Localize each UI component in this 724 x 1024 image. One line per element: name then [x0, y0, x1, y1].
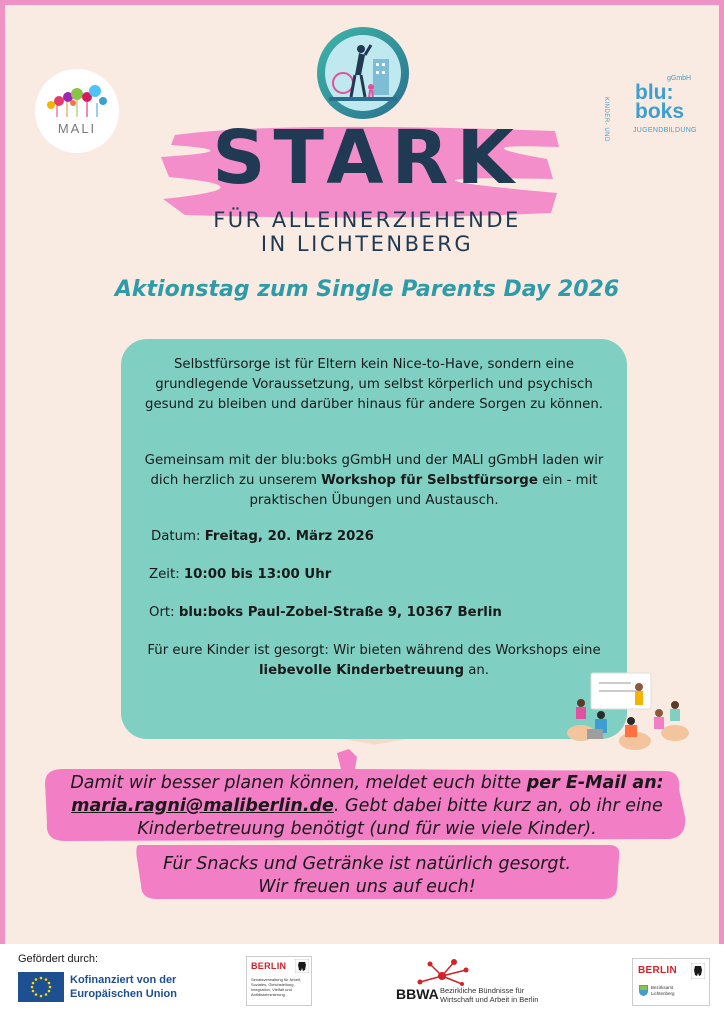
- snacks-text: [5, 853, 724, 899]
- lichtenberg-crest-icon: [639, 985, 648, 996]
- eu-cofunded-text: [70, 973, 177, 1001]
- bluboks-ggmbh-text: gGmbH: [667, 75, 692, 82]
- bbwa-label: BBWA: [396, 986, 439, 1002]
- kinder-text-1: Für eure Kinder ist gesorgt: Wir bieten während des Workshops eine: [147, 643, 601, 658]
- datum-label: Datum:: [151, 529, 205, 544]
- poster-subtitle: [5, 208, 724, 256]
- ort-line: [149, 603, 502, 623]
- family-emblem-icon: [315, 25, 411, 121]
- invite-text-1: Gemeinsam mit der blu:boks gGmbH und der MALI gGmbH laden wir dich herzlich zu unserem: [144, 453, 604, 488]
- lichtenberg-text: [651, 985, 675, 996]
- berlin-bear-icon: [295, 959, 309, 973]
- eu-line-1: Kofinanziert von der: [70, 974, 177, 986]
- zeit-label: Zeit:: [149, 567, 184, 582]
- berlin-bear-icon: [691, 963, 705, 979]
- registration-text-2: . Gebt dabei bitte kurz an, ob ihr eine Kinderbetreuung benötigt (und für wie viele Kinder).: [137, 796, 663, 839]
- kinder-bold: liebevolle Kinderbetreuung: [258, 663, 464, 678]
- registration-email-link[interactable]: maria.ragni@maliberlin.de: [71, 796, 334, 816]
- snacks-line-2: Wir freuen uns auf euch!: [258, 877, 476, 897]
- bbwa-sub-line-2: Wirtschaft und Arbeit in Berlin: [440, 995, 539, 1004]
- poster-title: STARK: [212, 115, 522, 201]
- registration-text: [5, 772, 724, 841]
- subtitle-line-2: IN LICHTENBERG: [260, 232, 474, 256]
- event-heading: Aktionstag zum Single Parents Day 2026: [114, 277, 620, 302]
- eu-line-2: Europäischen Union: [70, 988, 177, 1000]
- info-box: [121, 339, 627, 739]
- footer: [0, 944, 724, 1024]
- bbwa-network-icon: [410, 956, 474, 986]
- mali-logo-text: MALI: [57, 121, 97, 136]
- ort-value: blu:boks Paul-Zobel-Straße 9, 10367 Berlin: [178, 605, 502, 620]
- kinder-paragraph: [131, 641, 617, 681]
- berlin-senate-logo: [246, 956, 312, 1006]
- bluboks-main-text: blu: boks: [635, 81, 685, 123]
- eu-flag-icon: [18, 972, 64, 1002]
- registration-text-1: Damit wir besser planen können, meldet euch bitte: [70, 773, 527, 793]
- bluboks-bottom-text: JUGENDBILDUNG: [633, 127, 697, 134]
- zeit-value: 10:00 bis 13:00 Uhr: [183, 567, 332, 582]
- zeit-line: [149, 565, 331, 585]
- lichtenberg-line-1: Bezirksamt: [651, 985, 674, 990]
- registration-email-lead: per E-Mail an:: [526, 773, 664, 793]
- senate-text: Senatsverwaltung für Arbeit, Soziales, Gleichstellung, Integration, Vielfalt und Antidiskriminierung: [251, 977, 302, 997]
- invite-workshop-bold: Workshop für Selbstfürsorge: [321, 473, 538, 488]
- invite-paragraph: [131, 451, 617, 511]
- berlin-lichtenberg-logo: [632, 958, 710, 1006]
- subtitle-line-1: FÜR ALLEINERZIEHENDE: [213, 208, 521, 232]
- bluboks-side-text: KINDER- UND: [603, 97, 609, 142]
- kinder-text-2: an.: [464, 663, 490, 678]
- bbwa-sub-line-1: Bezirkliche Bündnisse für: [440, 986, 525, 995]
- workshop-illustration-icon: [561, 671, 697, 753]
- funded-by-label: Gefördert durch:: [18, 953, 99, 965]
- ort-label: Ort:: [149, 605, 179, 620]
- invite-text-2: ein - mit praktischen Übungen und Austausch.: [249, 473, 598, 508]
- bbwa-subtitle: [440, 986, 538, 1004]
- berlin-label: BERLIN: [251, 961, 287, 971]
- lichtenberg-line-2: Lichtenberg: [651, 990, 675, 996]
- berlin-label-2: BERLIN: [638, 965, 678, 976]
- intro-paragraph: Selbstfürsorge ist für Eltern kein Nice-to-Have, sondern eine grundlegende Voraussetzung, um selbst körperlich und psychisch gesund zu bleiben und darüber hinaus für andere Sorgen zu können.: [145, 357, 603, 412]
- datum-line: [151, 527, 374, 547]
- snacks-line-1: Für Snacks und Getränke ist natürlich gesorgt.: [163, 854, 571, 874]
- datum-value: Freitag, 20. März 2026: [204, 529, 374, 544]
